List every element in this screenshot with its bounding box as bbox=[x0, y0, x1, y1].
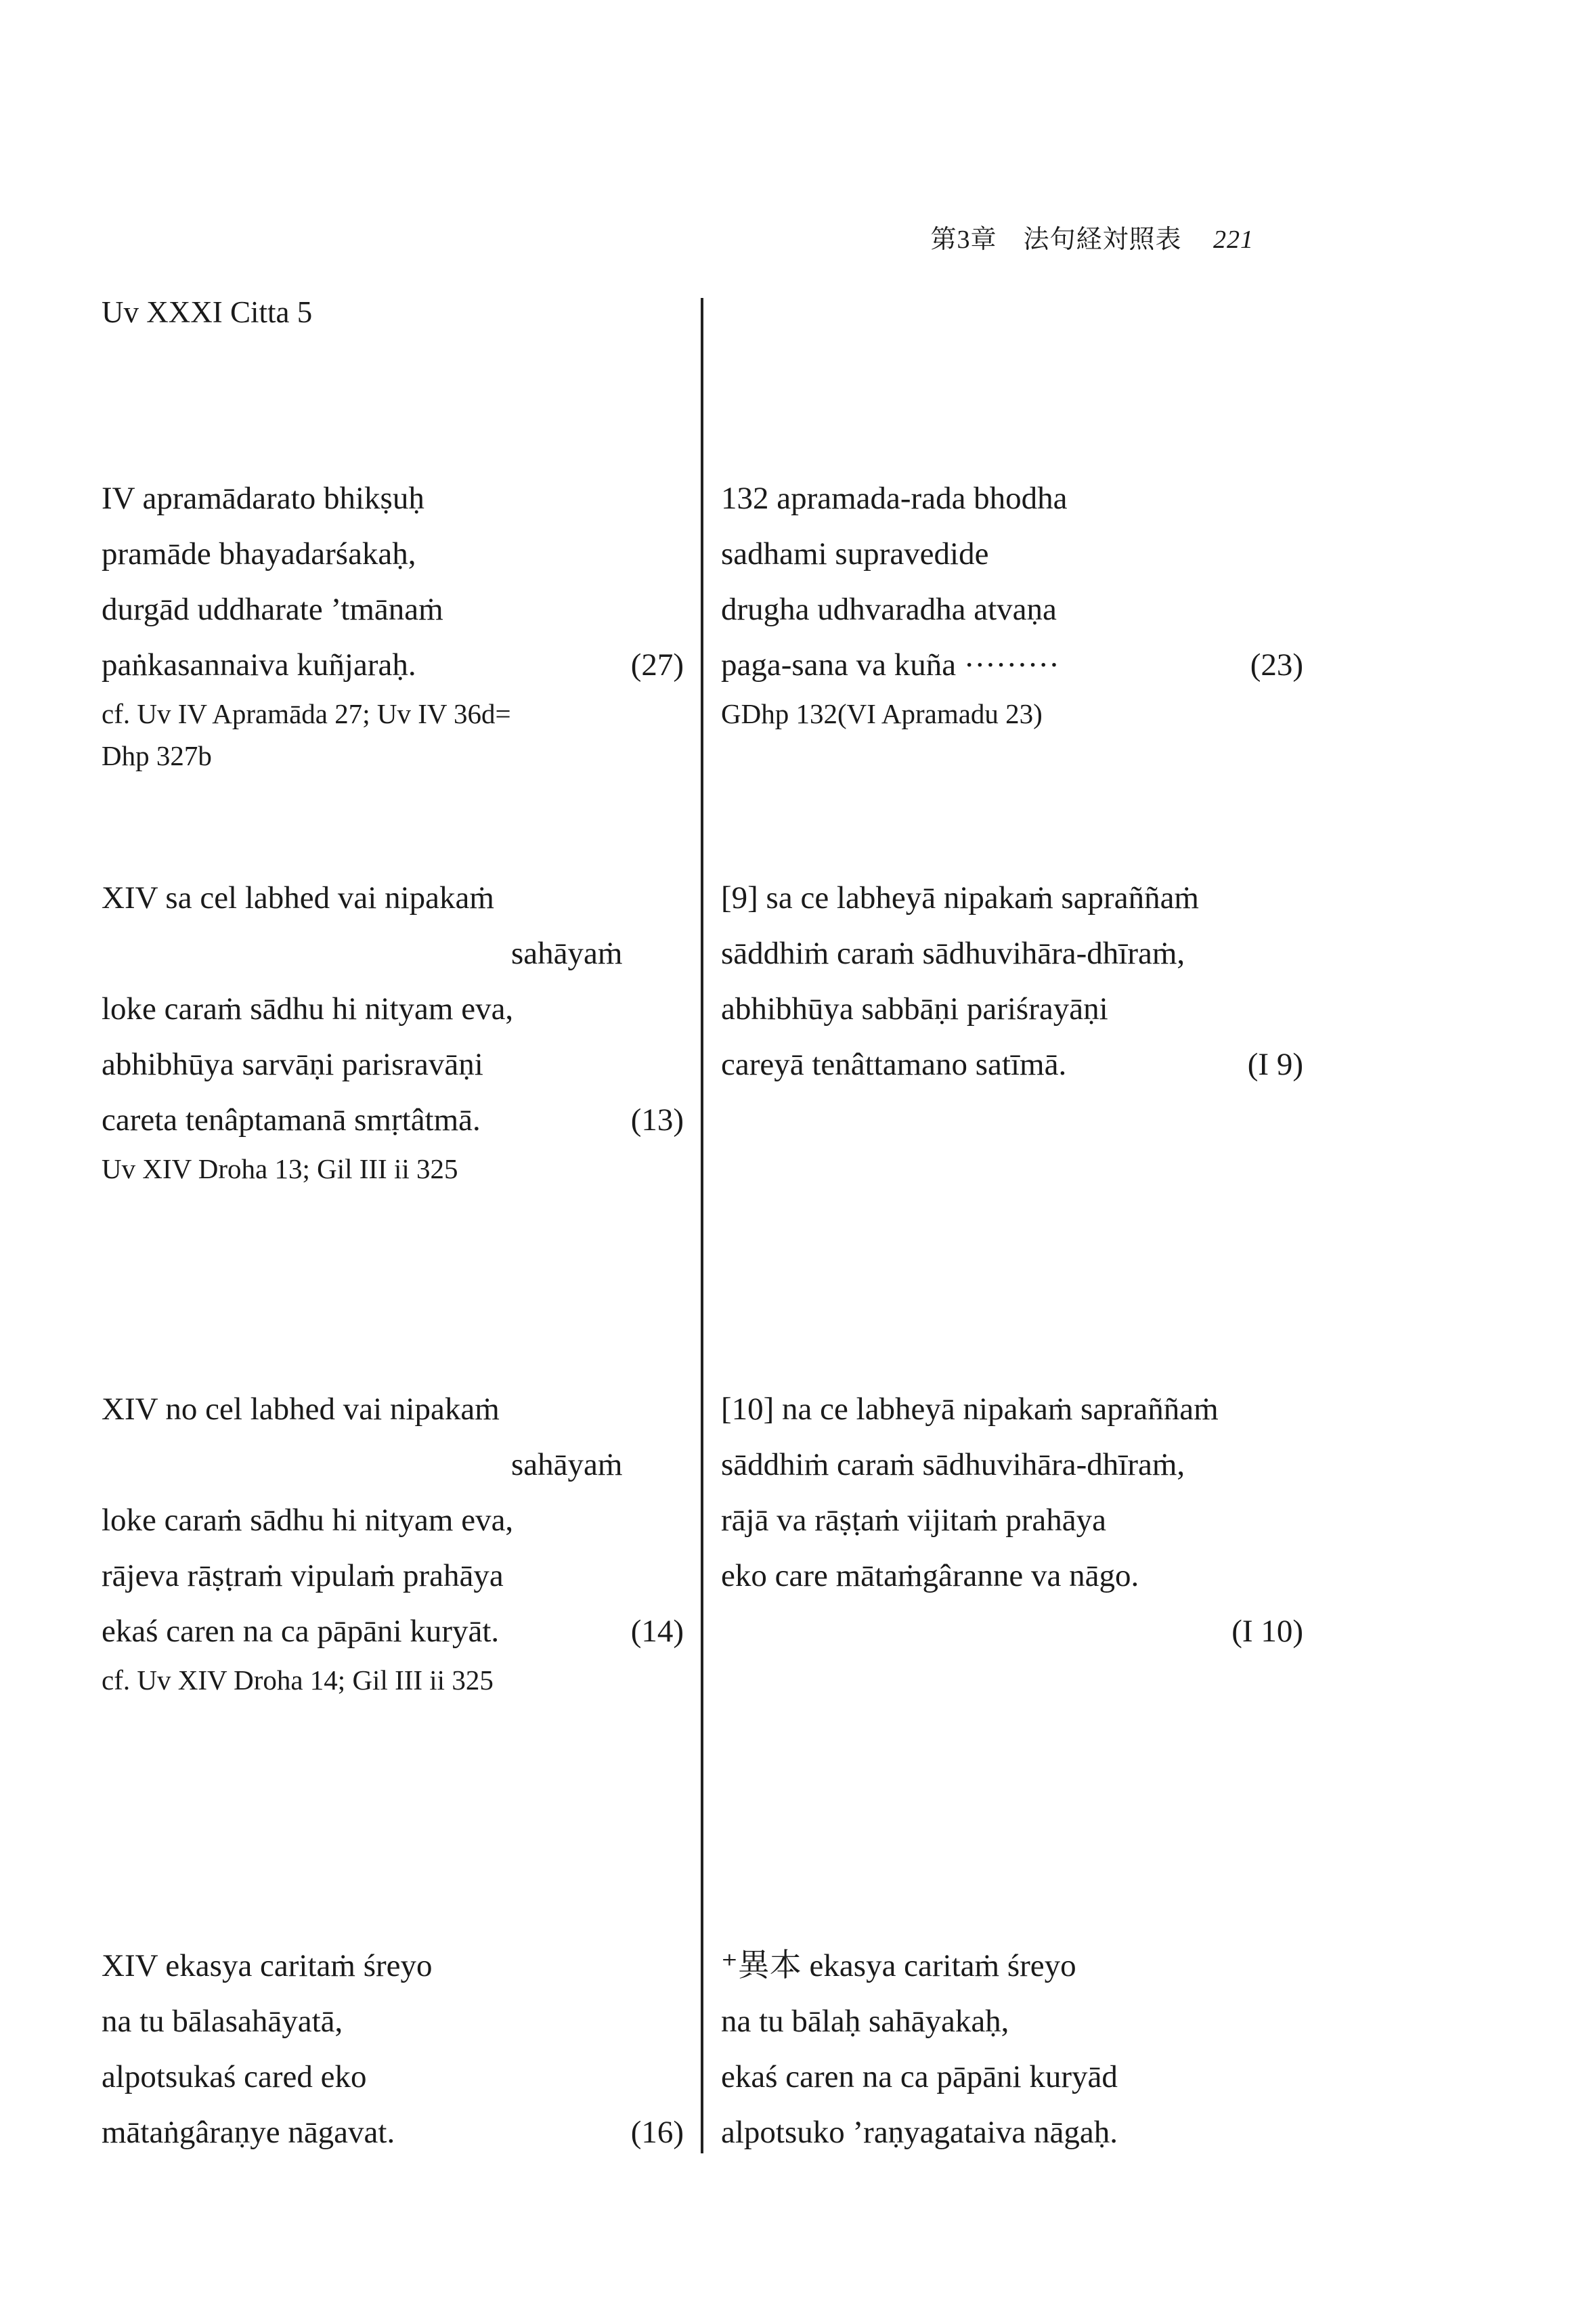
verse-line: rājeva rāṣṭraṁ vipulaṁ prahāya bbox=[102, 1558, 504, 1593]
verse-number: (I 9) bbox=[1247, 1047, 1303, 1082]
verse-number: (14) bbox=[630, 1614, 684, 1649]
reference-line: cf. Uv IV Apramāda 27; Uv IV 36d= bbox=[102, 698, 511, 729]
verse-line: abhibhūya sabbāṇi pariśrayāṇi bbox=[721, 991, 1108, 1027]
verse-line: sāddhiṁ caraṁ sādhuvihāra-dhīraṁ, bbox=[721, 936, 1185, 971]
verse-line: abhibhūya sarvāṇi parisravāṇi bbox=[102, 1047, 483, 1082]
verse-line: sahāyaṁ bbox=[511, 1447, 623, 1482]
verse-line: alpotsukaś cared eko bbox=[102, 2059, 367, 2094]
verse-line: XIV ekasya caritaṁ śreyo bbox=[102, 1948, 433, 1983]
page-number: 221 bbox=[1213, 225, 1254, 254]
left-verse-block-3 bbox=[102, 1381, 684, 1701]
reference-line: Dhp 327b bbox=[102, 740, 212, 771]
verse-line: eko care mātaṁgâranne va nāgo. bbox=[721, 1558, 1139, 1593]
verse-number: (I 10) bbox=[1231, 1614, 1303, 1649]
chapter-title: 第3章 法句経対照表 bbox=[930, 225, 1182, 254]
verse-line: loke caraṁ sādhu hi nityam eva, bbox=[102, 1503, 514, 1538]
verse-line: IV apramādarato bhikṣuḥ bbox=[102, 481, 424, 516]
verse-line: ekaś caren na ca pāpāni kuryād bbox=[721, 2059, 1118, 2094]
right-verse-block-3 bbox=[721, 1381, 1303, 1659]
verse-line: na tu bālaḥ sahāyakaḥ, bbox=[721, 2004, 1009, 2039]
left-verse-block-1 bbox=[102, 471, 684, 777]
verse-line: careta tenâptamanā smṛtâtmā. (13) bbox=[102, 1092, 684, 1148]
reference-line: GDhp 132(VI Apramadu 23) bbox=[721, 698, 1043, 729]
left-verse-block-2 bbox=[102, 870, 684, 1190]
verse-line: ⁺異本 ekasya caritaṁ śreyo bbox=[721, 1948, 1076, 1983]
verse-line: [9] sa ce labheyā nipakaṁ sapraññaṁ bbox=[721, 880, 1199, 916]
verse-line: alpotsuko ’raṇyagataiva nāgaḥ. bbox=[721, 2115, 1118, 2150]
right-verse-block-4 bbox=[721, 1938, 1303, 2160]
verse-line: paga-sana va kuña ········· (23) bbox=[721, 637, 1303, 693]
running-header bbox=[930, 218, 1254, 255]
verse-number: (13) bbox=[630, 1102, 684, 1138]
verse-number: (16) bbox=[630, 2115, 684, 2150]
verse-line: durgād uddharate ’tmānaṁ bbox=[102, 592, 443, 627]
verse-line: [10] na ce labheyā nipakaṁ sapraññaṁ bbox=[721, 1392, 1219, 1427]
verse-line: ekaś caren na ca pāpāni kuryāt. (14) bbox=[102, 1604, 684, 1659]
reference-line: cf. Uv XIV Droha 14; Gil III ii 325 bbox=[102, 1664, 494, 1696]
reference-line: Uv XIV Droha 13; Gil III ii 325 bbox=[102, 1153, 458, 1184]
verse-line: sāddhiṁ caraṁ sādhuvihāra-dhīraṁ, bbox=[721, 1447, 1185, 1482]
right-verse-block-1 bbox=[721, 471, 1303, 735]
verse-line: drugha udhvaradha atvaṇa bbox=[721, 592, 1057, 627]
column-divider bbox=[701, 298, 703, 2153]
left-section-title: Uv XXXI Citta 5 bbox=[102, 295, 313, 329]
verse-line: pramāde bhayadarśakaḥ, bbox=[102, 536, 416, 572]
right-verse-block-2 bbox=[721, 870, 1303, 1092]
verse-line bbox=[721, 1604, 1303, 1659]
verse-line: 132 apramada-rada bhodha bbox=[721, 481, 1068, 516]
verse-line: careyā tenâttamano satīmā. (I 9) bbox=[721, 1037, 1303, 1092]
verse-line: sadhami supravedide bbox=[721, 536, 989, 572]
verse-line: sahāyaṁ bbox=[511, 936, 623, 971]
verse-line: XIV sa cel labhed vai nipakaṁ bbox=[102, 880, 494, 916]
verse-number: (23) bbox=[1250, 647, 1303, 683]
verse-line: loke caraṁ sādhu hi nityam eva, bbox=[102, 991, 514, 1027]
verse-line: rājā va rāṣṭaṁ vijitaṁ prahāya bbox=[721, 1503, 1106, 1538]
verse-line: paṅkasannaiva kuñjaraḥ. (27) bbox=[102, 637, 684, 693]
left-verse-block-4 bbox=[102, 1938, 684, 2160]
verse-line: na tu bālasahāyatā, bbox=[102, 2004, 343, 2039]
verse-line: XIV no cel labhed vai nipakaṁ bbox=[102, 1392, 500, 1427]
verse-line: mātaṅgâraṇye nāgavat. (16) bbox=[102, 2105, 684, 2160]
verse-number: (27) bbox=[630, 647, 684, 683]
